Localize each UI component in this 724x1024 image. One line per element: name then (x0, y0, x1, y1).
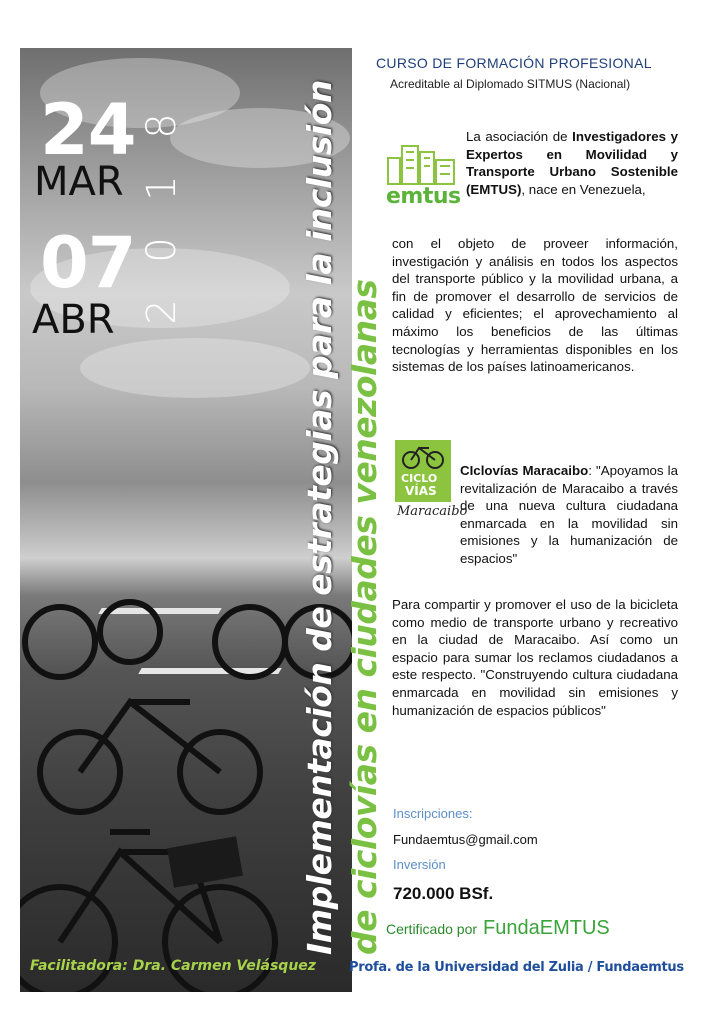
emtus-intro-text: La asociación de (466, 129, 573, 144)
ciclovias-logo-line2: VÍAS (405, 484, 437, 498)
ciclovias-logo-line1: CICLO (401, 472, 438, 485)
emtus-full-name: Investigadores y Expertos en Movilidad y Transporte Urbano Sostenible (EMTUS) (466, 129, 678, 197)
ciclovias-logo (395, 440, 468, 524)
certification-brand: FundaEMTUS (483, 917, 610, 939)
city-buildings-icon (382, 140, 462, 186)
certification (386, 917, 610, 940)
year-digit: 0 (139, 237, 185, 263)
end-day: 07 (40, 222, 136, 304)
year-digit: 8 (139, 113, 185, 139)
facilitator-name: Facilitadora: Dra. Carmen Velásquez (30, 958, 316, 974)
ciclovias-description: Para compartir y promover el uso de la bicicleta como medio de transporte urbano y recreativo en la ciudad de Maracaibo. Así como un espacio para sumar los reclamos ciudadanos a este respecto. "Construyendo cultura ciudadana enmarcada en movilidad sin emisiones y humanización de espacios públicos" (392, 597, 678, 718)
emtus-logo-text: emtus (386, 184, 461, 209)
investment-label: Inversión (393, 857, 446, 872)
ciclovias-intro (460, 462, 678, 568)
investment-price: 720.000 BSf. (393, 884, 494, 903)
course-subheading: Acreditable al Diplomado SITMUS (Nacional) (390, 77, 631, 91)
emtus-logo (382, 140, 464, 216)
start-day: 24 (40, 89, 136, 171)
registration-email[interactable]: Fundaemtus@gmail.com (393, 832, 538, 847)
course-title-line1: Implementación de estrategias para la inclusión (300, 80, 339, 955)
ciclovias-logo-signature: Maracaibo (397, 504, 468, 519)
ciclovias-quote: : "Apoyamos la revitalización de Maracaibo a través de una nueva cultura ciudadana enmarcada en la movilidad sin emisiones y la humanización de espacios" (460, 463, 678, 566)
start-month: MAR (34, 159, 124, 205)
emtus-intro (466, 128, 678, 198)
year-digit: 2 (139, 299, 185, 325)
certification-label: Certificado por (386, 921, 478, 937)
ciclovias-heading: CIclovías Maracaibo (460, 463, 589, 478)
course-heading: CURSO DE FORMACIÓN PROFESIONAL (376, 55, 652, 71)
facilitator-affiliation: Profa. de la Universidad del Zulia / Fundaemtus (349, 960, 684, 975)
bicycle-icon (395, 440, 451, 472)
end-month: ABR (32, 297, 115, 343)
emtus-description: con el objeto de proveer información, investigación y análisis en todos los aspectos del transporte público y la movilidad urbana, a fin de promover el desarrollo de servicios de calidad y eficientes; el aprovechamiento al máximo los beneficios de las últimas tecnologías y herramientas disponibles en los sistemas de los países latinoamericanos. (392, 236, 678, 375)
course-title-line2: de ciclovías en ciudades venezolanas (345, 279, 384, 955)
emtus-intro-tail: , nace en Venezuela, (521, 181, 646, 197)
year-vertical (139, 95, 190, 343)
registration-label: Inscripciones: (393, 806, 473, 821)
year-digit: 1 (139, 175, 185, 201)
